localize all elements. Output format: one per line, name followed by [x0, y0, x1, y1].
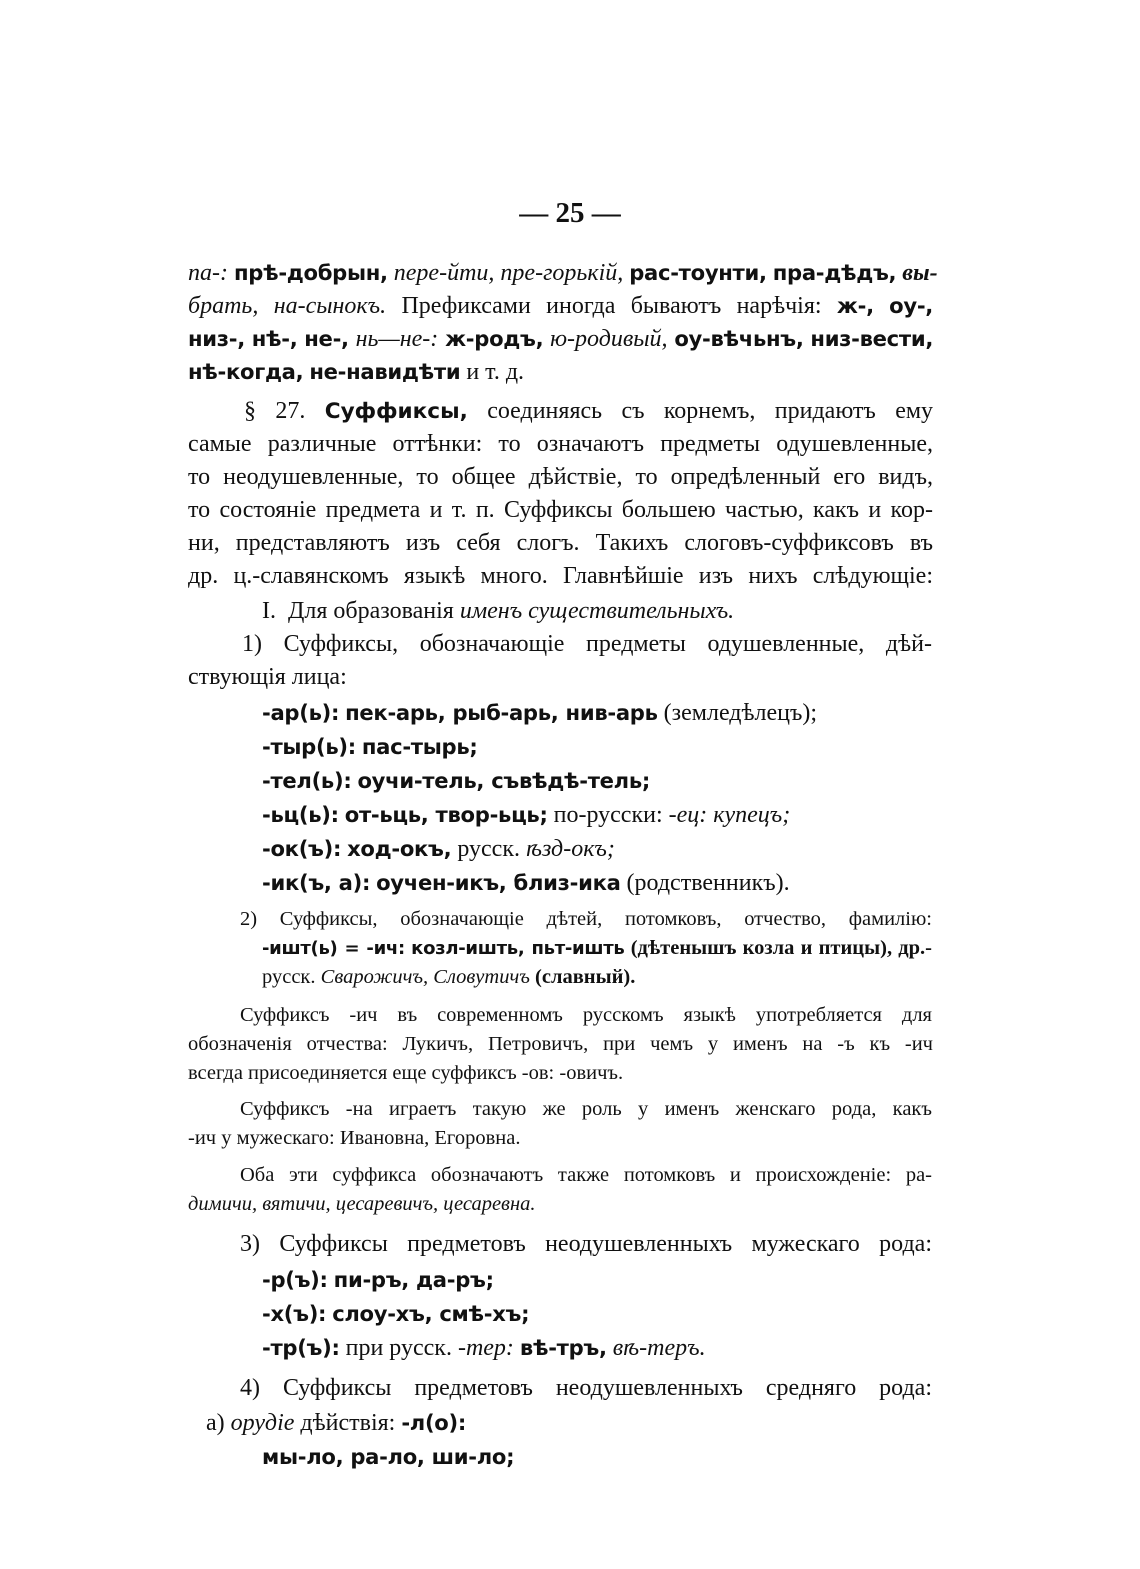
suffix-entry — [262, 764, 932, 798]
russian-example: -ец: купецъ; — [668, 802, 791, 828]
russian-example: Сварожичъ, Словутичъ — [320, 966, 530, 988]
russian-example: ю-родивый, — [550, 326, 668, 352]
suffix-label: -р(ъ): — [262, 1267, 328, 1292]
body-text: русск. — [457, 836, 520, 862]
slavonic-word: оучи-тель, съвѣдѣ-тель; — [357, 768, 651, 793]
russian-example: вѣ-теръ. — [612, 1335, 706, 1361]
slavonic-word: вѣ-тръ, — [519, 1335, 607, 1360]
slavonic-word: мы-ло, ра-ло, ши-ло; — [262, 1444, 515, 1469]
suffix-label: -х(ъ): — [262, 1301, 327, 1326]
para27-line-6: др. ц.-славянскомъ языкѣ много. Главнѣйшіе изъ нихъ слѣдующіе: — [188, 563, 933, 589]
para27-line-5: ни, представляютъ изъ себя слогъ. Такихъ слоговъ-суффиксовъ въ — [188, 530, 933, 556]
page-number: — 25 — — [519, 197, 621, 229]
slavonic-word: от-ьць, твор-ьць; — [344, 802, 548, 827]
para27-line-4: то состояніе предмета и т. п. Суффиксы большею частью, какъ и кор- — [188, 497, 933, 523]
body-text: (славный). — [535, 966, 636, 988]
slavonic-word: слоу-хъ, смѣ-хъ; — [332, 1301, 530, 1326]
slavonic-word: нѣ-когда, — [188, 359, 304, 384]
item2-line-1: 2) Суффиксы, обозначающіе дѣтей, потомковъ, отчество, фамилію: — [240, 908, 932, 930]
russian-example: пре-горькій, — [500, 260, 624, 286]
item2-line-2 — [262, 934, 932, 963]
russian-example: брать, — [188, 293, 259, 319]
slavonic-word: пас-тырь; — [361, 734, 478, 759]
suffix-entry — [262, 730, 932, 764]
slavonic-word: не-навидѣти — [309, 359, 461, 384]
russian-example: ѣзд-окъ; — [526, 836, 615, 862]
section-heading-italic: именъ существительныхъ. — [459, 598, 735, 624]
suffix-label: -тр(ъ): — [262, 1335, 340, 1360]
suffix-label: -ик(ъ, а): — [262, 870, 371, 895]
slavonic-word: пек-арь, рыб-арь, нив-арь — [345, 700, 658, 725]
suffix-label: -тыр(ь): — [262, 734, 356, 759]
item1-line-2: ствующія лица: — [188, 664, 347, 690]
prefix-line-1 — [188, 256, 938, 290]
body-text: соединяясь съ корнемъ, придаютъ ему — [487, 398, 934, 424]
slavonic-word: низ-вести, — [810, 326, 934, 351]
suffix-entry — [262, 1297, 932, 1331]
suffix-entry — [262, 866, 932, 900]
item3-line-1: 3) Суффиксы предметовъ неодушевленныхъ мужескаго рода: — [240, 1231, 932, 1257]
slavonic-word: не-, — [304, 326, 349, 351]
section-roman-number: I. — [262, 598, 276, 624]
slavonic-word: пра-дѣдъ, — [772, 260, 897, 285]
suffix-label: -ок(ъ): — [262, 836, 342, 861]
prefix-line-2 — [188, 289, 933, 323]
section-term: Суффиксы, — [324, 399, 468, 424]
slavonic-word: оу-, — [889, 293, 934, 318]
suffix-label: -тел(ь): — [262, 768, 352, 793]
suffix-entry — [262, 1331, 932, 1365]
slavonic-word: пи-ръ, да-ръ; — [333, 1267, 494, 1292]
slavonic-word: ж-, — [836, 293, 874, 318]
para27-line-2: самые различные оттѣнки: то означаютъ предметы одушевленные, — [188, 431, 933, 457]
body-text: (родственникъ). — [626, 870, 790, 896]
slavonic-word: нѣ-, — [251, 326, 298, 351]
russian-example: вы- — [902, 260, 938, 286]
prefix-line-4 — [188, 355, 933, 389]
item4-a-words — [262, 1440, 932, 1474]
suffix-label: -ар(ь): — [262, 700, 340, 725]
prefix-line-3 — [188, 322, 933, 356]
suffix-label: -ишт(ь) = -ич: — [262, 938, 405, 959]
item4-line-1: 4) Суффиксы предметовъ неодушевленныхъ средняго рода: — [240, 1375, 932, 1401]
note3-line-1: Оба эти суффикса обозначаютъ также потомковъ и происхожденіе: ра- — [240, 1164, 932, 1186]
suffix-label: -л(о): — [401, 1410, 466, 1435]
slavonic-word: оу-вѣчьнъ, — [674, 326, 804, 351]
item1-line-1: 1) Суффиксы, обозначающіе предметы одушевленные, дѣй- — [242, 631, 932, 657]
note3-line-2: димичи, вятичи, цесаревичъ, цесаревна. — [188, 1193, 536, 1215]
russian-example: нь—не-: — [355, 326, 439, 352]
russian-example: на-сынокъ. — [273, 293, 387, 319]
body-text: дѣйствія: — [300, 1410, 396, 1436]
russian-example: орудіе — [230, 1410, 295, 1436]
section-heading — [262, 595, 862, 628]
suffix-entry — [262, 1263, 932, 1297]
note1-line-1: Суффиксъ -ич въ современномъ русскомъ языкѣ употребляется для — [240, 1004, 932, 1026]
body-text: (земледѣлецъ); — [663, 700, 818, 726]
section-number: § 27. — [244, 398, 306, 424]
item4-a-line — [206, 1406, 906, 1440]
body-text: и т. д. — [466, 359, 525, 385]
suffix-entry — [262, 832, 932, 866]
list-label: а) — [206, 1410, 225, 1436]
section-heading-text: Для образованія — [288, 598, 454, 624]
note1-line-2: обозначенія отчества: Лукичъ, Петровичъ, при чемъ у именъ на -ъ къ -ич — [188, 1033, 933, 1055]
slavonic-word: ж-родъ, — [445, 326, 544, 351]
russian-example: пере-йти, — [393, 260, 495, 286]
item2-line-3 — [262, 963, 932, 992]
russian-example: -тер: — [457, 1335, 514, 1361]
body-text: по-русски: — [553, 802, 663, 828]
slavonic-word: козл-ишть, пьт-ишть — [411, 938, 625, 959]
prefix-term: па-: — [188, 260, 228, 286]
body-text: русск. — [262, 966, 316, 988]
slavonic-word: оучен-икъ, близ-ика — [376, 870, 621, 895]
note2-line-2: -ич у мужескаго: Ивановна, Егоровна. — [188, 1127, 521, 1149]
para27-line-3: то неодушевленные, то общее дѣйствіе, то опредѣленный его видъ, — [188, 464, 933, 490]
body-text: (дѣтенышъ козла и птицы), др.- — [630, 937, 932, 959]
slavonic-word: рас-тоунти, — [629, 260, 767, 285]
suffix-entry — [262, 798, 932, 832]
body-text: при русск. — [345, 1335, 452, 1361]
note1-line-3: всегда присоединяется еще суффиксъ -ов: -овичъ. — [188, 1062, 624, 1084]
suffix-label: -ьц(ь): — [262, 802, 339, 827]
note2-line-1: Суффиксъ -на играетъ такую же роль у именъ женскаго рода, какъ — [240, 1098, 932, 1120]
slavonic-word: ход-окъ, — [347, 836, 452, 861]
slavonic-word: низ-, — [188, 326, 245, 351]
suffix-entry — [262, 696, 932, 730]
slavonic-word: прѣ-добрын, — [233, 260, 388, 285]
body-text: Префиксами иногда бываютъ нарѣчія: — [401, 293, 822, 319]
para27-line-1 — [188, 395, 933, 428]
